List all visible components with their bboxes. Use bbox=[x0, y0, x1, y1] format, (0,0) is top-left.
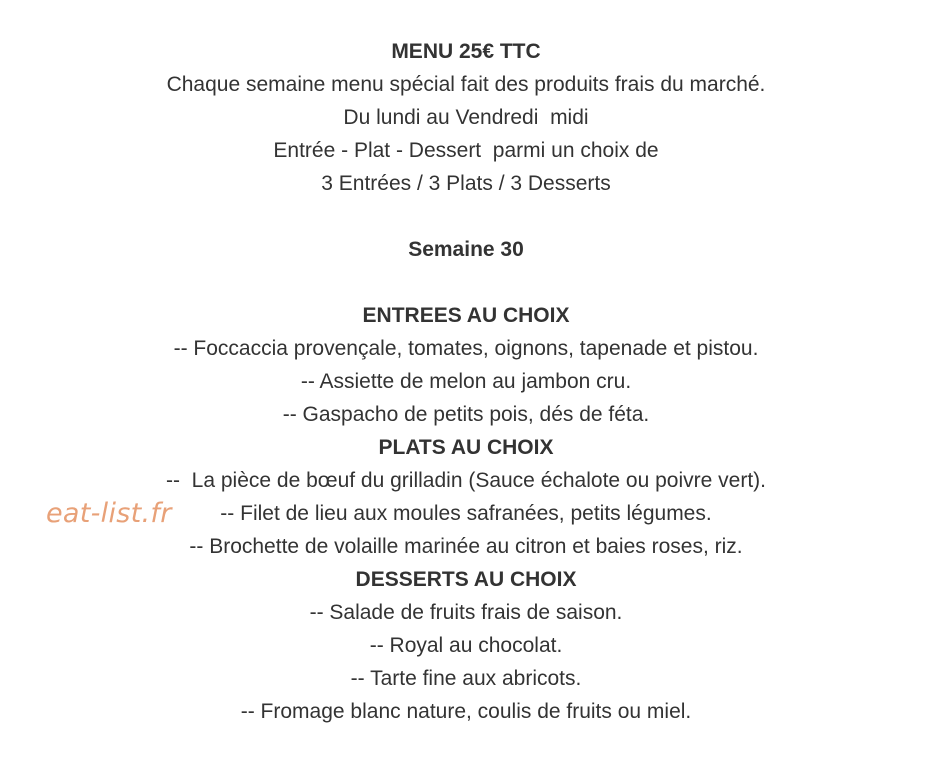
menu-choice-count: 3 Entrées / 3 Plats / 3 Desserts bbox=[321, 172, 611, 195]
entree-item: -- Gaspacho de petits pois, dés de féta. bbox=[282, 403, 650, 426]
entree-item: -- Foccaccia provençale, tomates, oignons, tapenade et pistou. bbox=[173, 337, 759, 360]
spacer bbox=[0, 266, 932, 299]
dessert-item: -- Fromage blanc nature, coulis de fruits ou miel. bbox=[240, 700, 692, 723]
desserts-heading: DESSERTS AU CHOIX bbox=[355, 568, 577, 591]
menu-schedule: Du lundi au Vendredi midi bbox=[343, 106, 589, 129]
dessert-item: -- Tarte fine aux abricots. bbox=[350, 667, 582, 690]
menu-formula: Entrée - Plat - Dessert parmi un choix de bbox=[273, 139, 659, 162]
entree-item: -- Assiette de melon au jambon cru. bbox=[300, 370, 632, 393]
plat-item: -- Brochette de volaille marinée au citron et baies roses, riz. bbox=[189, 535, 743, 558]
dessert-item: -- Salade de fruits frais de saison. bbox=[309, 601, 623, 624]
desserts-section bbox=[0, 563, 932, 728]
menu-title: MENU 25€ TTC bbox=[391, 40, 541, 63]
spacer bbox=[0, 200, 932, 233]
plat-item: -- La pièce de bœuf du grilladin (Sauce échalote ou poivre vert). bbox=[166, 469, 766, 492]
entrees-heading: ENTREES AU CHOIX bbox=[362, 304, 570, 327]
dessert-item: -- Royal au chocolat. bbox=[369, 634, 563, 657]
week-label: Semaine 30 bbox=[408, 238, 524, 261]
watermark-logo: eat-list.fr bbox=[46, 498, 172, 529]
plats-heading: PLATS AU CHOIX bbox=[378, 436, 554, 459]
plat-item: -- Filet de lieu aux moules safranées, petits légumes. bbox=[220, 502, 712, 525]
menu-description: Chaque semaine menu spécial fait des produits frais du marché. bbox=[166, 73, 766, 96]
menu-document bbox=[0, 35, 932, 728]
entrees-section bbox=[0, 299, 932, 431]
